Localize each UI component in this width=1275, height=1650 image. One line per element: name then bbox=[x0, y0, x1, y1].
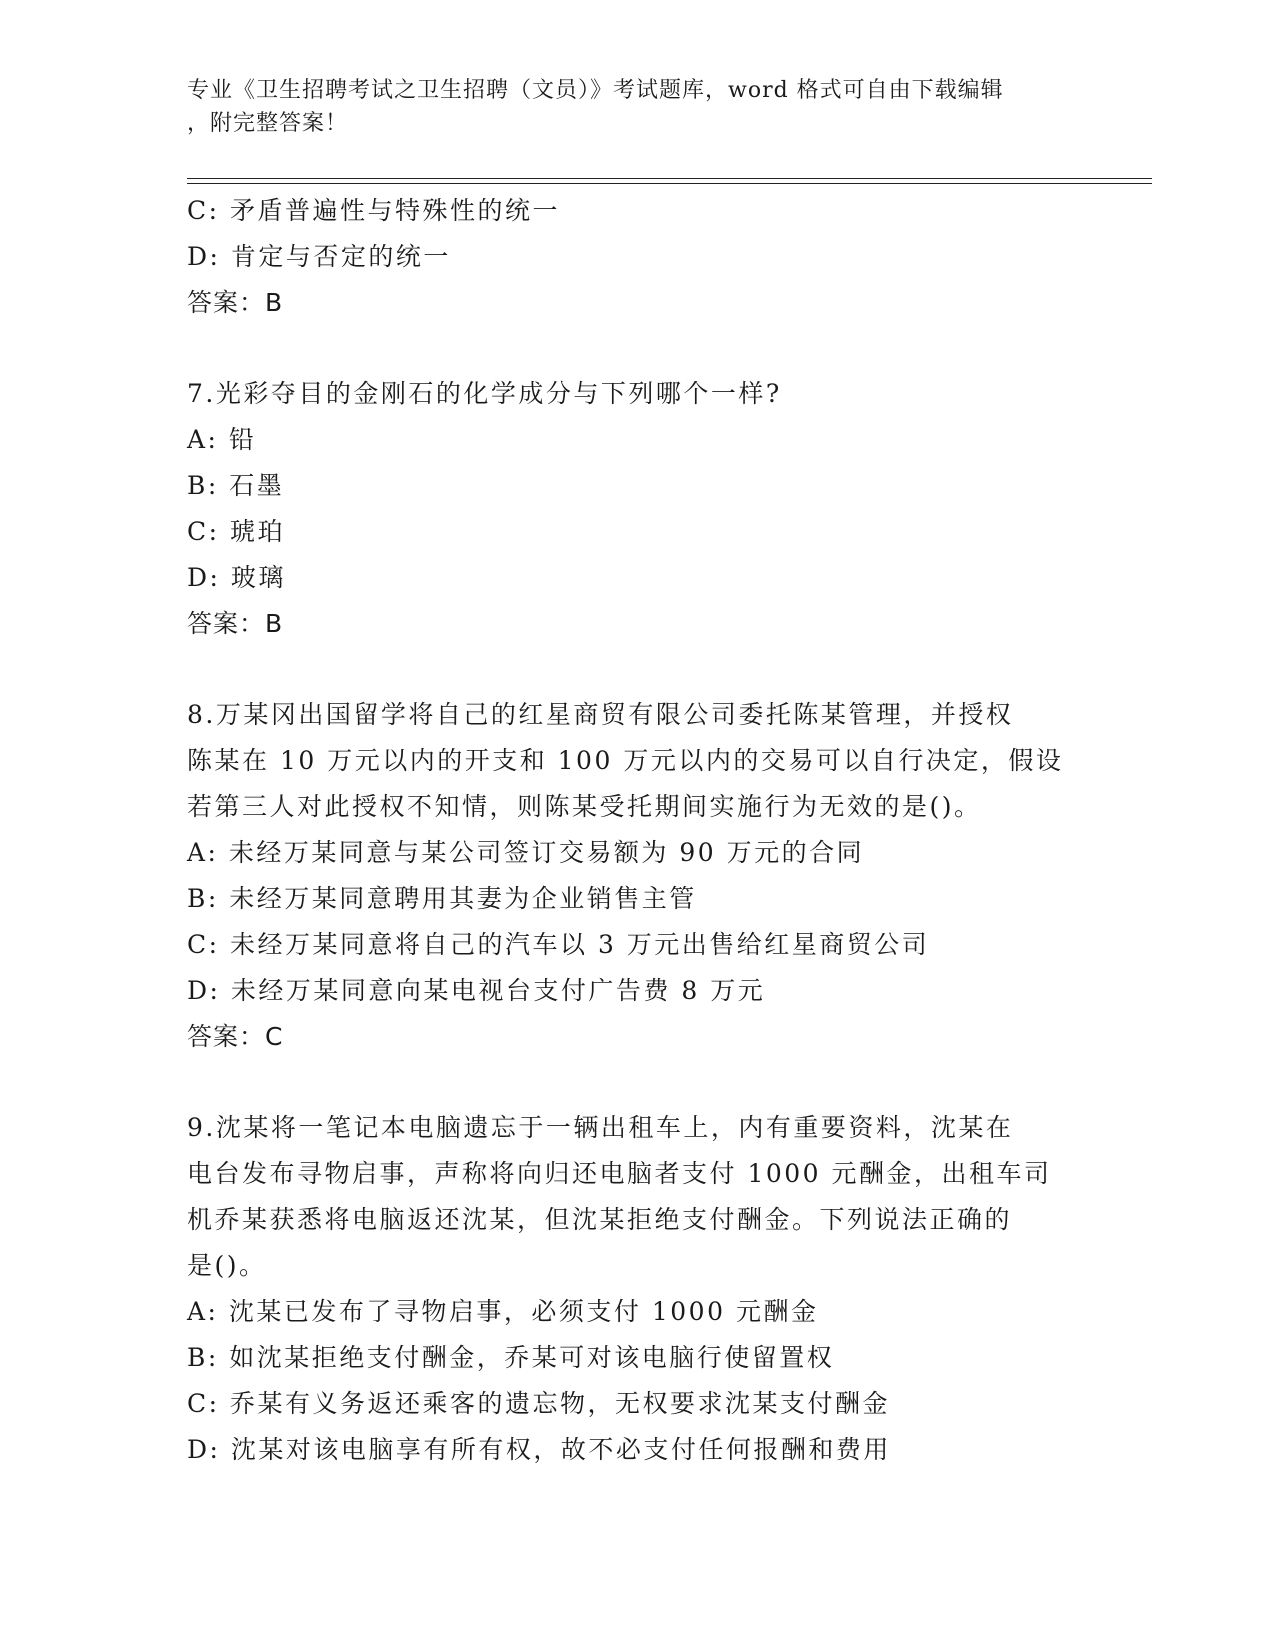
q6-answer: 答案：B bbox=[187, 288, 284, 317]
q7-option-b: B: 石墨 bbox=[187, 471, 285, 500]
document-header bbox=[187, 74, 1067, 140]
question-8 bbox=[187, 692, 1087, 1060]
q7-stem: 7.光彩夺目的金刚石的化学成分与下列哪个一样? bbox=[187, 379, 782, 408]
spacer bbox=[187, 1060, 1087, 1105]
q9-option-a: A: 沈某已发布了寻物启事，必须支付 1000 元酬金 bbox=[187, 1297, 819, 1326]
q9-stem-line: 电台发布寻物启事，声称将向归还电脑者支付 1000 元酬金，出租车司 bbox=[187, 1159, 1052, 1188]
q8-option-a: A: 未经万某同意与某公司签订交易额为 90 万元的合同 bbox=[187, 838, 865, 867]
q8-stem-line: 若第三人对此授权不知情，则陈某受托期间实施行为无效的是()。 bbox=[187, 792, 982, 821]
q7-option-c: C: 琥珀 bbox=[187, 517, 285, 546]
q7-option-a: A: 铅 bbox=[187, 425, 257, 454]
q8-option-b: B: 未经万某同意聘用其妻为企业销售主管 bbox=[187, 884, 697, 913]
q7-answer: 答案：B bbox=[187, 609, 284, 638]
q9-option-d: D: 沈某对该电脑享有所有权，故不必支付任何报酬和费用 bbox=[187, 1435, 891, 1464]
q9-option-c: C: 乔某有义务返还乘客的遗忘物，无权要求沈某支付酬金 bbox=[187, 1389, 891, 1418]
header-rule-bottom bbox=[187, 183, 1152, 184]
question-6-tail bbox=[187, 188, 1087, 326]
q9-stem-line: 9.沈某将一笔记本电脑遗忘于一辆出租车上，内有重要资料，沈某在 bbox=[187, 1113, 1014, 1142]
q6-option-c: C: 矛盾普遍性与特殊性的统一 bbox=[187, 196, 560, 225]
spacer bbox=[187, 647, 1087, 692]
q8-answer: 答案：C bbox=[187, 1022, 284, 1051]
q9-option-b: B: 如沈某拒绝支付酬金，乔某可对该电脑行使留置权 bbox=[187, 1343, 835, 1372]
header-line-2: ，附完整答案！ bbox=[187, 111, 349, 136]
question-content bbox=[187, 188, 1087, 1473]
question-7 bbox=[187, 371, 1087, 647]
q8-stem-line: 陈某在 10 万元以内的开支和 100 万元以内的交易可以自行决定，假设 bbox=[187, 746, 1064, 775]
q8-option-d: D: 未经万某同意向某电视台支付广告费 8 万元 bbox=[187, 976, 766, 1005]
q6-option-d: D: 肯定与否定的统一 bbox=[187, 242, 451, 271]
q7-option-d: D: 玻璃 bbox=[187, 563, 286, 592]
question-9 bbox=[187, 1105, 1087, 1473]
header-line-1: 专业《卫生招聘考试之卫生招聘（文员）》考试题库，word 格式可自由下载编辑 bbox=[187, 78, 1004, 103]
q9-stem-line: 是()。 bbox=[187, 1251, 267, 1280]
q8-option-c: C: 未经万某同意将自己的汽车以 3 万元出售给红星商贸公司 bbox=[187, 930, 930, 959]
header-rule-top bbox=[187, 178, 1152, 179]
q9-stem-line: 机乔某获悉将电脑返还沈某，但沈某拒绝支付酬金。下列说法正确的 bbox=[187, 1205, 1013, 1234]
q8-stem-line: 8.万某冈出国留学将自己的红星商贸有限公司委托陈某管理，并授权 bbox=[187, 700, 1014, 729]
spacer bbox=[187, 326, 1087, 371]
